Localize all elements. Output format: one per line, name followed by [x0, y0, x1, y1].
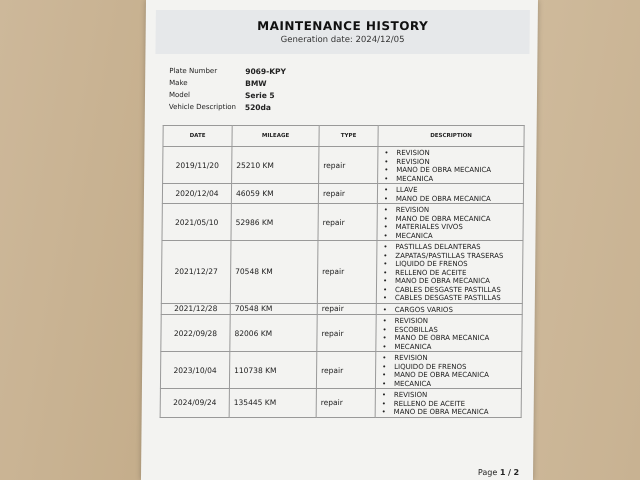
column-header-description: DESCRIPTION — [378, 126, 524, 147]
description-item: • MANO DE OBRA MECANICA — [382, 195, 519, 204]
page-current: 1 — [499, 468, 506, 477]
cell-mileage: 25210 KM — [232, 147, 319, 184]
column-header-type: TYPE — [319, 126, 378, 147]
cell-date: 2021/12/27 — [161, 241, 231, 304]
document-title: MAINTENANCE HISTORY — [257, 19, 429, 33]
info-value: 520da — [244, 102, 272, 112]
description-item: • CABLES DESGASTE PASTILLAS — [381, 294, 518, 303]
cell-type: repair — [317, 241, 377, 304]
cell-type: repair — [316, 352, 375, 389]
cell-date: 2020/12/04 — [162, 184, 231, 204]
cell-date: 2019/11/20 — [163, 147, 232, 184]
cell-description — [377, 204, 523, 241]
description-item: • MECANICA — [381, 232, 518, 241]
cell-mileage: 52986 KM — [231, 204, 318, 241]
description-item: • REVISION — [382, 158, 519, 167]
cell-description — [376, 315, 522, 352]
info-label: Model — [168, 91, 191, 99]
description-item: • PASTILLAS DELANTERAS — [381, 243, 518, 252]
description-item: • REVISION — [380, 391, 517, 400]
cell-mileage: 46059 KM — [231, 184, 318, 204]
description-list — [381, 243, 519, 303]
info-label: Vehicle Description — [168, 103, 237, 111]
description-item: • MANO DE OBRA MECANICA — [380, 371, 517, 380]
table-row — [160, 352, 521, 389]
description-list — [380, 354, 517, 388]
description-list — [382, 186, 519, 203]
cell-description — [375, 352, 521, 389]
info-row-make — [169, 77, 286, 89]
cell-type: repair — [317, 303, 376, 315]
description-item: • ZAPATAS/PASTILLAS TRASERAS — [381, 252, 518, 261]
description-item: • RELLENO DE ACEITE — [380, 400, 517, 409]
cell-date: 2021/05/10 — [162, 204, 231, 241]
description-item: • MANO DE OBRA MECANICA — [380, 408, 517, 417]
info-row-plate — [169, 65, 286, 77]
vehicle-info — [169, 65, 286, 113]
description-item: • REVISION — [380, 354, 517, 363]
cell-type: repair — [318, 204, 377, 241]
cell-type: repair — [318, 184, 377, 204]
description-item: • LLAVE — [382, 186, 519, 195]
description-item: • REVISION — [382, 149, 519, 158]
table-body — [160, 147, 524, 418]
cell-date: 2024/09/24 — [160, 389, 229, 418]
cell-type: repair — [316, 389, 375, 418]
info-label: Make — [169, 79, 188, 87]
info-label: Plate Number — [169, 67, 218, 75]
cell-description — [376, 303, 522, 315]
table-row — [162, 184, 523, 204]
table-header-row — [163, 126, 524, 147]
table-row — [161, 315, 522, 352]
info-value: 9069-KPY — [245, 66, 287, 76]
description-list — [381, 206, 518, 240]
page-indicator — [478, 468, 519, 477]
description-item: • REVISION — [381, 317, 518, 326]
cell-date: 2021/12/28 — [161, 303, 230, 315]
description-list — [382, 149, 519, 183]
info-value: BMW — [245, 78, 267, 88]
description-item: • MANO DE OBRA MECANICA — [382, 215, 519, 224]
description-list — [380, 391, 517, 417]
table-row — [162, 204, 523, 241]
info-row-model — [169, 89, 286, 101]
column-header-date: DATE — [163, 126, 232, 147]
maintenance-table — [160, 125, 525, 418]
description-item: • MANO DE OBRA MECANICA — [380, 334, 517, 343]
table-row — [161, 241, 523, 304]
description-item: • REVISION — [382, 206, 519, 215]
cell-description — [376, 241, 523, 304]
cell-date: 2022/09/28 — [161, 315, 230, 352]
description-list — [381, 306, 518, 315]
cell-description — [377, 184, 523, 204]
description-item: • MANO DE OBRA MECANICA — [382, 166, 519, 175]
page-total: 2 — [513, 468, 520, 477]
description-item: • MANO DE OBRA MECANICA — [381, 277, 518, 286]
cell-mileage: 70548 KM — [230, 303, 317, 315]
cell-date: 2023/10/04 — [160, 352, 229, 389]
description-item: • RELLENO DE ACEITE — [381, 269, 518, 278]
cell-description — [375, 389, 521, 418]
page-separator: / — [507, 468, 511, 477]
description-list — [380, 317, 517, 351]
description-item: • MECANICA — [382, 175, 519, 184]
cell-description — [378, 147, 524, 184]
table-row — [161, 303, 522, 315]
cell-mileage: 82006 KM — [230, 315, 317, 352]
description-item: • MECANICA — [380, 343, 517, 352]
page-label: Page — [477, 468, 498, 477]
table-row — [163, 147, 524, 184]
cell-type: repair — [319, 147, 378, 184]
description-item: • MECANICA — [380, 380, 517, 389]
info-value: Serie 5 — [244, 90, 275, 100]
description-item: • LIQUIDO DE FRENOS — [381, 260, 518, 269]
header-band — [155, 10, 529, 54]
document-sheet — [141, 0, 538, 480]
description-item: • ESCOBILLAS — [381, 326, 518, 335]
info-row-description — [169, 101, 286, 113]
generation-date: Generation date: 2024/12/05 — [280, 35, 405, 45]
column-header-mileage: MILEAGE — [232, 126, 319, 147]
cell-mileage: 110738 KM — [229, 352, 316, 389]
cell-mileage: 70548 KM — [230, 241, 318, 304]
description-item: • CARGOS VARIOS — [381, 306, 518, 315]
description-item: • CABLES DESGASTE PASTILLAS — [381, 286, 518, 295]
description-item: • MATERIALES VIVOS — [382, 223, 519, 232]
table-row — [160, 389, 521, 418]
cell-type: repair — [317, 315, 376, 352]
cell-mileage: 135445 KM — [229, 389, 316, 418]
description-item: • LIQUIDO DE FRENOS — [380, 363, 517, 372]
